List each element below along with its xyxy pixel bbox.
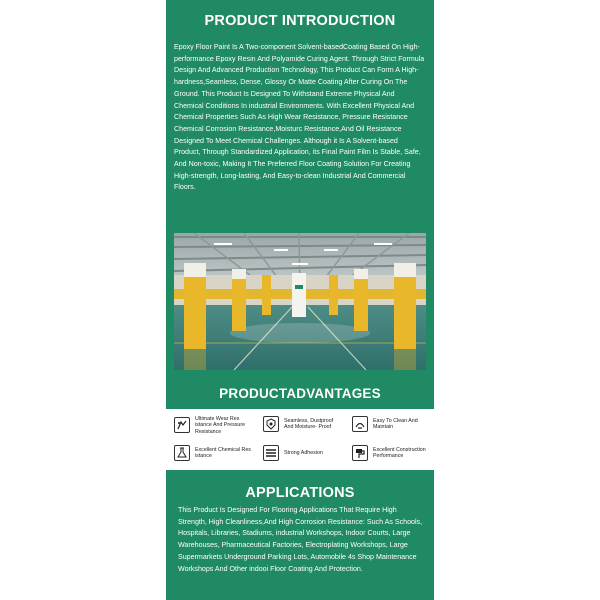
- advantage-label: Excellent Chemical Res istance: [195, 446, 251, 459]
- easy-clean-icon: [352, 416, 368, 432]
- parking-garage-illustration: [174, 233, 426, 370]
- advantage-label: Ultimate Wear Res istance And Pressure Resistance: [195, 416, 246, 435]
- wear-resistance-icon: [174, 417, 190, 433]
- advantage-item: [174, 445, 253, 461]
- strong-adhesion-icon: [263, 445, 279, 461]
- advantage-label: Seamless, Dustproof And Moisture- Proof: [284, 417, 334, 430]
- advantage-item: [174, 416, 253, 435]
- construction-performance-icon: [352, 445, 368, 461]
- seamless-dustproof-icon: [263, 416, 279, 432]
- applications-text: This Product Is Designed For Flooring Applications That Require High Strength, High Cleanliness,And High Corrosion Resistance: Such As Schools, Hospitals, Libraries, Stadiums, industrial Workshops, Indoor Courts, Large Warehouses, Pharmaceutical Factories, Electroplating Workshops, Large Supermarkets Underground Parking Lots, Automobile 4s Shop Maintenance Workshops And Other indooi Floor Coating And Protection.: [178, 506, 423, 573]
- advantage-label: Strong Adhesion: [284, 449, 323, 456]
- chemical-resistance-icon: [174, 445, 190, 461]
- advantage-item: [352, 445, 431, 461]
- advantage-item: [352, 416, 431, 432]
- product-advantages-title: PRODUCTADVANTAGES: [219, 386, 381, 401]
- advantage-item: [263, 445, 342, 461]
- advantage-label: Excellent Construction Performance: [373, 446, 426, 459]
- advantage-item: [263, 416, 342, 432]
- applications-title: APPLICATIONS: [245, 485, 355, 501]
- parking-garage-photo: [174, 233, 426, 370]
- advantages-panel: [166, 409, 434, 470]
- product-banner: [166, 0, 434, 600]
- product-introduction-text: Epoxy Floor Paint Is A Two-component Solvent-basedCoating Based On High-performance Epoxy Resin And Polyamide Curing Agent. Through Strict Formula Design And Advanced Production Technology, This Product Can Form A High-hardness,Seamless, Dense, Glossy Or Matte Coating After Curing On The Ground. This Product Is Designed To Withstand Extreme Physical And Chemical Conditions In industrial Environments. With Excellent Physical And Chemical Properties Such As High Wear Resistance, Pressure Resistance Chemical Corrosion Resistance,Moisturc Resistance,And Oil Resistance Designed To Meet Chemical Challenges. Although it Is A Solvent-based Product, Through Standardized Application, its Final Paint Film Is Stable, Safe, And Non-toxic, Making It The Preferred Floor Coating Solution For Creating High-strength, Long-lasting, And Easy-to-clean Industrial And Commercial Floors.: [174, 43, 425, 192]
- product-introduction-title: PRODUCT INTRODUCTION: [204, 13, 396, 29]
- advantage-label: Easy To Clean And Maintain: [373, 417, 418, 430]
